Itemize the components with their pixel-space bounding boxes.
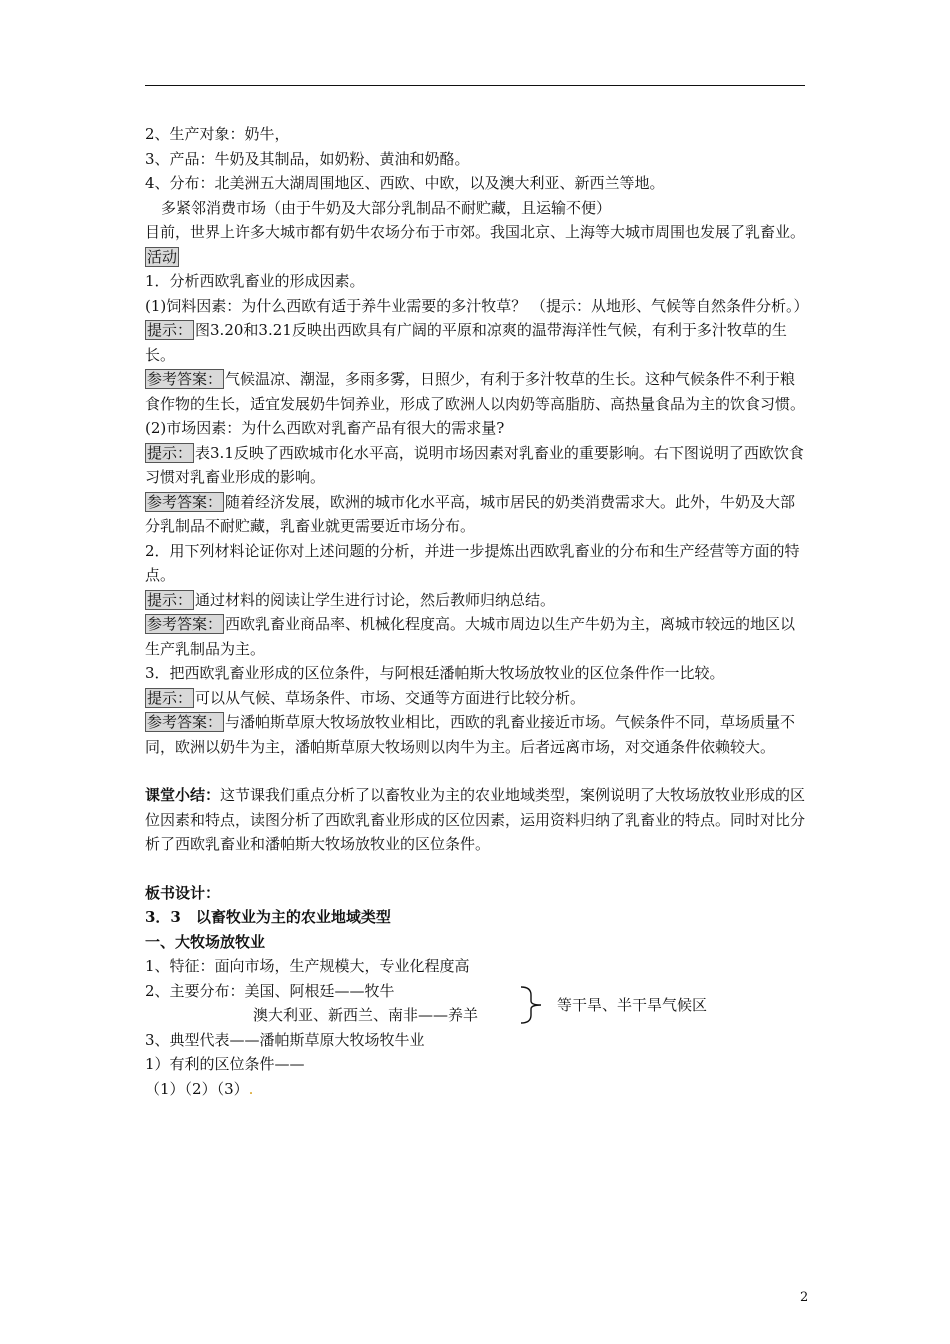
answer-tag: 参考答案：	[147, 370, 223, 388]
answer-text: 西欧乳畜业商品率、机械化程度高。大城市周边以生产牛奶为主，离城市较远的地区以生产乳制品为主。	[145, 615, 796, 658]
header-rule	[145, 85, 805, 86]
activity-heading	[145, 245, 810, 270]
intro-line-3: 4、分布：北美洲五大湖周围地区、西欧、中欧，以及澳大利亚、新西兰等地。	[145, 174, 665, 192]
summary-label: 课堂小结：	[145, 786, 221, 804]
board-item-2a: 2、主要分布：美国、阿根廷——牧牛	[145, 981, 395, 1000]
hint-tag: 提示：	[147, 321, 193, 339]
page-number: 2	[800, 1290, 809, 1305]
intro-line-5: 目前，世界上许多大城市都有奶牛农场分布于市郊。我国北京、上海等大城市周围也发展了乳畜业。	[145, 223, 806, 241]
question-3: 3．把西欧乳畜业形成的区位条件，与阿根廷潘帕斯大牧场放牧业的区位条件作一比较。	[145, 664, 725, 682]
right-brace-icon	[517, 985, 545, 1025]
question-1b-hint	[145, 441, 810, 490]
board-bracket-note: 等干旱、半干旱气候区	[557, 995, 708, 1014]
question-3-answer	[145, 710, 810, 759]
summary-text: 这节课我们重点分析了以畜牧业为主的农业地域类型，案例说明了大牧场放牧业形成的区位因素和特点，读图分析了西欧乳畜业形成的区位因素，运用资料归纳了乳畜业的特点。同时对比分析了西欧乳畜业和潘帕斯大牧场放牧业的区位条件。	[145, 786, 806, 853]
question-1a-answer	[145, 367, 810, 416]
question-2-answer	[145, 612, 810, 661]
board-label: 板书设计：	[145, 883, 221, 902]
spacer	[145, 759, 810, 783]
answer-tag: 参考答案：	[147, 615, 223, 633]
board-item-3a: 1）有利的区位条件——	[145, 1055, 305, 1073]
board-section-1: 一、大牧场放牧业	[145, 932, 266, 951]
intro-line-1: 2、生产对象：奶牛，	[145, 125, 290, 143]
intro-line-2: 3、产品：牛奶及其制品，如奶粉、黄油和奶酪。	[145, 149, 470, 168]
hint-tag: 提示：	[147, 688, 193, 707]
board-distribution-block	[145, 979, 810, 1028]
spacer	[145, 857, 810, 881]
activity-label: 活动	[147, 247, 178, 266]
question-1b-answer	[145, 490, 810, 539]
board-item-3b-text: （1）（2）（3）	[145, 1079, 249, 1098]
answer-text: 与潘帕斯草原大牧场放牧业相比，西欧的乳畜业接近市场。气候条件不同，草场质量不同，欧洲以奶牛为主，潘帕斯草原大牧场则以肉牛为主。后者远离市场，对交通条件依赖较大。	[145, 713, 796, 756]
hint-text: 图3.20和3.21反映出西欧具有广阔的平原和凉爽的温带海洋性气候，有利于多汁牧草的生长。	[145, 321, 787, 364]
intro-line-4: 多紧邻消费市场（由于牛奶及大部分乳制品不耐贮藏，且运输不便）	[161, 198, 612, 217]
hint-text: 通过材料的阅读让学生进行讨论，然后教师归纳总结。	[195, 590, 556, 609]
answer-tag: 参考答案：	[147, 713, 223, 731]
board-item-3: 3、典型代表——潘帕斯草原大牧场牧牛业	[145, 1030, 425, 1049]
question-1a-hint	[145, 318, 810, 367]
board-item-2b: 澳大利亚、新西兰、南非——养羊	[253, 1006, 479, 1024]
question-1a: (1)饲料因素：为什么西欧有适于养牛业需要的多汁牧草？ （提示：从地形、气候等自然条件分析。）	[145, 296, 809, 315]
hint-text: 可以从气候、草场条件、市场、交通等方面进行比较分析。	[195, 688, 586, 707]
board-item-3b	[145, 1077, 810, 1102]
answer-text: 随着经济发展，欧洲的城市化水平高，城市居民的奶类消费需求大。此外，牛奶及大部分乳制品不耐贮藏，乳畜业就更需要近市场分布。	[145, 492, 796, 535]
document-body	[145, 122, 810, 1101]
question-2: 2．用下列材料论证你对上述问题的分析，并进一步提炼出西欧乳畜业的分布和生产经营等方面的特点。	[145, 541, 800, 584]
question-1: 1．分析西欧乳畜业的形成因素。	[145, 272, 365, 290]
answer-text: 气候温凉、潮湿，多雨多雾，日照少，有利于多汁牧草的生长。这种气候条件不利于粮食作物的生长，适宜发展奶牛饲养业，形成了欧洲人以肉奶等高脂肪、高热量食品为主的饮食习惯。	[145, 370, 806, 413]
hint-tag: 提示：	[147, 443, 193, 462]
class-summary	[145, 783, 810, 857]
board-item-1: 1、特征：面向市场，生产规模大，专业化程度高	[145, 957, 470, 975]
hint-tag: 提示：	[147, 590, 193, 609]
question-1b: (2)市场因素：为什么西欧对乳畜产品有很大的需求量?	[145, 419, 505, 437]
board-title: 3．3 以畜牧业为主的农业地域类型	[145, 908, 391, 926]
question-2-hint	[145, 588, 810, 613]
stray-mark: .	[248, 1079, 254, 1098]
question-3-hint	[145, 686, 810, 711]
hint-text: 表3.1反映了西欧城市化水平高，说明市场因素对乳畜业的重要影响。右下图说明了西欧饮食习惯对乳畜业形成的影响。	[145, 443, 804, 486]
answer-tag: 参考答案：	[147, 492, 223, 511]
